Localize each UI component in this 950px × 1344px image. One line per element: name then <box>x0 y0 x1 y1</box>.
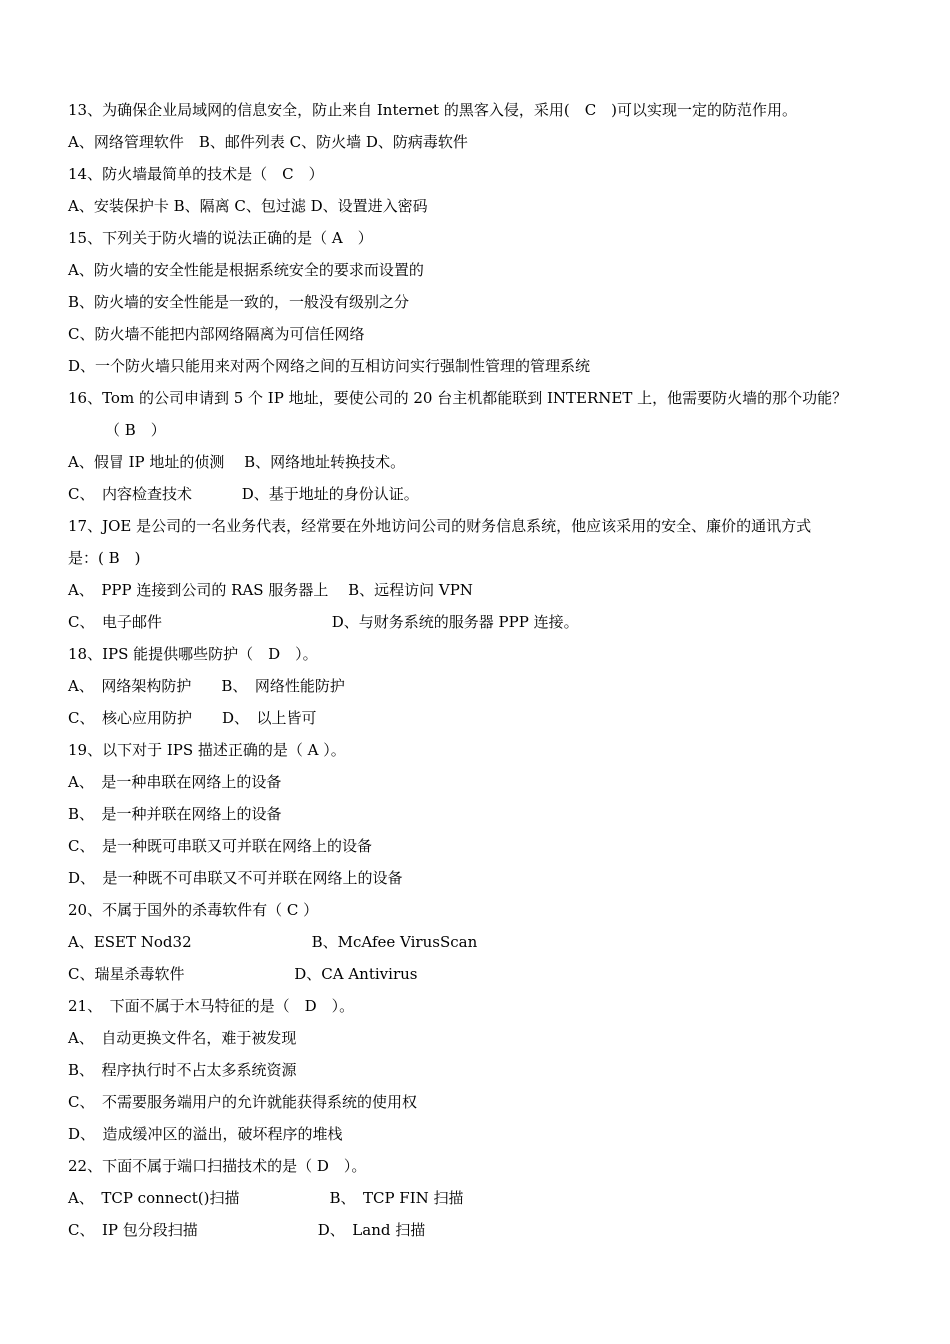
question-19-option-c: C、 是一种既可串联又可并联在网络上的设备 <box>68 837 372 855</box>
question-20: 20、不属于国外的杀毒软件有（ C ） <box>68 901 319 919</box>
question-18: 18、IPS 能提供哪些防护（ D ）。 <box>68 645 318 663</box>
question-15-option-a: A、防火墙的安全性能是根据系统安全的要求而设置的 <box>68 261 424 279</box>
question-19-option-d: D、 是一种既不可串联又不可并联在网络上的设备 <box>68 869 403 887</box>
question-17-options-ab: A、 PPP 连接到公司的 RAS 服务器上 B、远程访问 VPN <box>68 581 473 599</box>
question-21-option-b: B、 程序执行时不占太多系统资源 <box>68 1061 297 1079</box>
question-21-option-d: D、 造成缓冲区的溢出，破坏程序的堆栈 <box>68 1125 343 1143</box>
question-18-options-ab: A、 网络架构防护 B、 网络性能防护 <box>68 677 345 695</box>
question-21-option-c: C、 不需要服务端用户的允许就能获得系统的使用权 <box>68 1093 417 1111</box>
question-13: 13、为确保企业局域网的信息安全，防止来自 Internet 的黑客入侵，采用( C )可以实现一定的防范作用。 <box>68 101 798 119</box>
question-13-options: A、网络管理软件 B、邮件列表 C、防火墙 D、防病毒软件 <box>68 133 468 151</box>
question-16-options-cd: C、 内容检查技术 D、基于地址的身份认证。 <box>68 485 419 503</box>
question-22: 22、下面不属于端口扫描技术的是（ D ）。 <box>68 1157 367 1175</box>
question-20-options-ab: A、ESET Nod32 B、McAfee VirusScan <box>68 933 478 951</box>
question-16: 16、Tom 的公司申请到 5 个 IP 地址，要使公司的 20 台主机都能联到 INTERNET 上，他需要防火墙的那个功能？ <box>68 389 848 407</box>
question-17-answer: 是：( B ) <box>68 549 141 567</box>
question-21-option-a: A、 自动更换文件名，难于被发现 <box>68 1029 297 1047</box>
question-22-options-ab: A、 TCP connect()扫描 B、 TCP FIN 扫描 <box>68 1189 464 1207</box>
question-15-option-b: B、防火墙的安全性能是一致的，一般没有级别之分 <box>68 293 410 311</box>
question-16-answer: （ B ） <box>105 421 166 439</box>
question-19-option-b: B、 是一种并联在网络上的设备 <box>68 805 282 823</box>
question-21: 21、 下面不属于木马特征的是（ D ）。 <box>68 997 355 1015</box>
question-15: 15、下列关于防火墙的说法正确的是（ A ） <box>68 229 373 247</box>
question-15-option-d: D、一个防火墙只能用来对两个网络之间的互相访问实行强制性管理的管理系统 <box>68 357 591 375</box>
question-22-options-cd: C、 IP 包分段扫描 D、 Land 扫描 <box>68 1221 426 1239</box>
question-18-options-cd: C、 核心应用防护 D、 以上皆可 <box>68 709 317 727</box>
question-14: 14、防火墙最简单的技术是（ C ） <box>68 165 324 183</box>
question-17-options-cd: C、 电子邮件 D、与财务系统的服务器 PPP 连接。 <box>68 613 579 631</box>
question-19: 19、以下对于 IPS 描述正确的是（ A ）。 <box>68 741 346 759</box>
question-16-options-ab: A、假冒 IP 地址的侦测 B、网络地址转换技术。 <box>68 453 406 471</box>
question-20-options-cd: C、瑞星杀毒软件 D、CA Antivirus <box>68 965 418 983</box>
question-19-option-a: A、 是一种串联在网络上的设备 <box>68 773 282 791</box>
question-14-options: A、安装保护卡 B、隔离 C、包过滤 D、设置进入密码 <box>68 197 428 215</box>
question-17: 17、JOE 是公司的一名业务代表，经常要在外地访问公司的财务信息系统，他应该采用的安全、廉价的通讯方式 <box>68 517 812 535</box>
question-15-option-c: C、防火墙不能把内部网络隔离为可信任网络 <box>68 325 365 343</box>
